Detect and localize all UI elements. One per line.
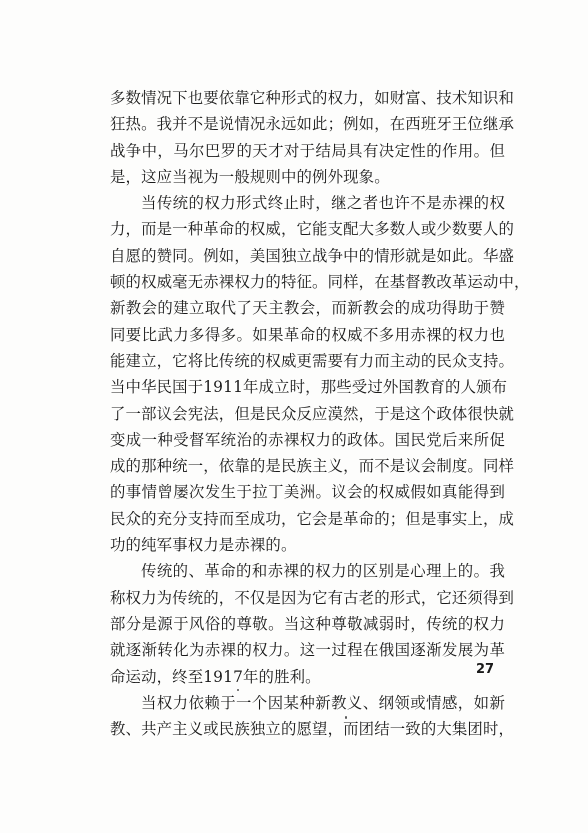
- text-line: 传统的、革命的和赤裸的权力的区别是心理上的。我: [141, 562, 505, 581]
- text-line: 教、共产主义或民族独立的愿望，而团结一致的大集团时，: [110, 720, 515, 739]
- text-line: 当传统的权力形式终止时，继之者也许不是赤裸的权: [141, 194, 505, 213]
- text-line: 部分是源于风俗的尊敬。当这种尊敬减弱时，传统的权力: [110, 614, 505, 633]
- text-line: 当中华民国于1911年成立时，那些受过外国教育的人颁布: [110, 378, 508, 397]
- scan-speck: [237, 689, 239, 691]
- text-line: 是，这应当视为一般规则中的例外现象。: [110, 167, 390, 186]
- text-line: 就逐渐转化为赤裸的权力。这一过程在俄国逐渐发展为革: [110, 641, 505, 660]
- text-line: 顿的权威毫无赤裸权力的特征。同样，在基督教改革运动中，: [110, 273, 530, 292]
- text-line: 自愿的赞同。例如，美国独立战争中的情形就是如此。华盛: [110, 246, 515, 265]
- text-line: 变成一种受督军统治的赤裸权力的政体。国民党后来所促: [110, 430, 505, 449]
- text-line: 同要比武力多得多。如果革命的权威不多用赤裸的权力也: [110, 325, 505, 344]
- text-line: 了一部议会宪法，但是民众反应漠然，于是这个政体很快就: [110, 404, 515, 423]
- text-line: 功的纯军事权力是赤裸的。: [110, 536, 297, 555]
- page-number: 27: [476, 662, 495, 677]
- text-line: 当权力依赖于一个因某种新教义、纲领或情感，如新: [141, 693, 505, 712]
- text-line: 新教会的建立取代了天主教会，而新教会的成功得助于赞: [110, 299, 505, 318]
- text-line: 命运动，终至1917年的胜利。: [110, 667, 321, 686]
- scan-speck: [345, 716, 347, 719]
- text-line: 的事情曾屡次发生于拉丁美洲。议会的权威假如真能得到: [110, 483, 505, 502]
- text-line: 多数情况下也要依靠它种形式的权力，如财富、技术知识和: [110, 89, 515, 107]
- text-line: 战争中，马尔巴罗的天才对于结局具有决定性的作用。但: [110, 141, 505, 160]
- text-line: 成的那种统一，依靠的是民族主义，而不是议会制度。同样: [110, 457, 515, 476]
- text-line: 民众的充分支持而至成功，它会是革命的；但是事实上，成: [110, 509, 515, 528]
- text-line: 称权力为传统的，不仅是因为它有古老的形式，它还须得到: [110, 588, 515, 607]
- text-line: 力，而是一种革命的权威，它能支配大多数人或少数要人的: [110, 220, 515, 239]
- body-text: [110, 85, 530, 742]
- text-line: 狂热。我并不是说情况永远如此；例如，在西班牙王位继承: [110, 115, 515, 134]
- text-line: 能建立，它将比传统的权威更需要有力而主动的民众支持。: [110, 351, 515, 370]
